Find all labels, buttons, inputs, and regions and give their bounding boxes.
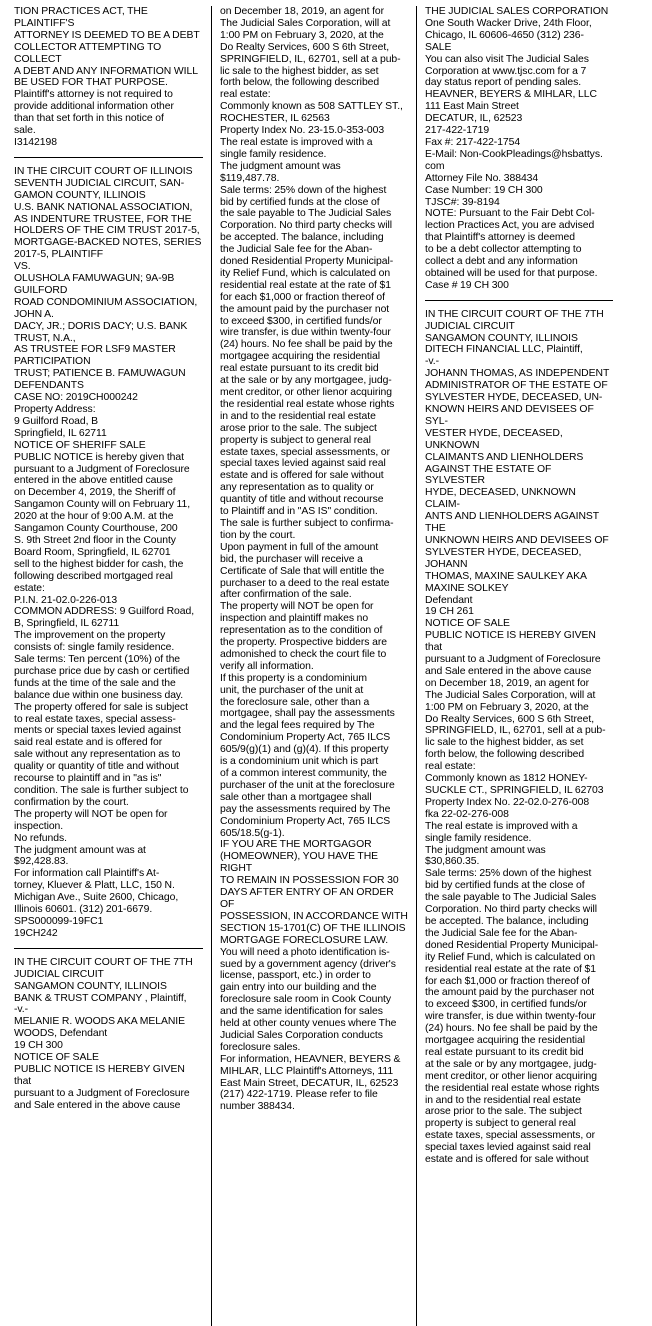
notice-line: Commonly known as 508 SATTLEY ST., [220,101,403,113]
notice-line: The judgment amount was [425,844,546,856]
notice-line: SEVENTH JUDICIAL CIRCUIT, SAN- [14,177,185,189]
notice-line: for each $1,000 or fraction thereof of [220,291,385,303]
notice-line: Chicago, IL 60606-4650 (312) 236- [425,29,584,41]
notice-line: HYDE, DECEASED, UNKNOWN CLAIM- [425,487,576,511]
notice-line: real estate pursuant to its credit bid [425,1046,584,1058]
notice-line: Corporation at www.tjsc.com for a 7 [425,65,587,77]
notice-line: than that set forth in this notice of [14,113,164,125]
notice-line: AS INDENTURE TRUSTEE, FOR THE [14,213,192,225]
notice-line: funds at the time of the sale and the [14,677,176,689]
notice-line: BE USED FOR THAT PURPOSE. [14,77,168,89]
notice-line: after confirmation of the sale. [220,589,352,601]
notice-line: TRUST, N.A., [14,332,76,344]
notice-line: PARTICIPATION [14,356,91,368]
notice-line: and Sale entered in the above cause [14,1099,181,1111]
notice-line: of a common interest community, the [220,768,387,779]
notice-line: sued by a government agency (driver's [220,958,396,970]
notice-line: NOTICE OF SALE [14,1052,99,1064]
notice-line: Fax #: 217-422-1754 [425,136,521,148]
notice-line: at the sale or by any mortgagee, judg- [220,375,392,387]
notice-line: be accepted. The balance, including [220,232,384,244]
notice-line: (217) 422-1719. Please refer to file [220,1089,378,1101]
notice-line: NOTICE OF SHERIFF SALE [14,439,146,451]
notice-line: TO REMAIN IN POSSESSION FOR 30 [220,875,399,887]
notice-line: The real estate is improved with a [425,820,578,832]
notice-line: in and to the residential real estate [425,1094,581,1106]
column-1 [6,6,211,1326]
notice-block [220,6,408,1113]
notice-line: license, passport, etc.) in order to [220,970,371,982]
notice-line: Corporation. No third party checks will [220,220,393,232]
notice-line: ADMINISTRATOR OF THE ESTATE OF [425,380,608,392]
notice-line: OLUSHOLA FAMUWAGUN; 9A-9B [14,273,175,285]
notice-line: DECATUR, IL, 62523 [425,113,523,125]
notice-line: doned Residential Property Municipal- [220,256,394,268]
notice-line: the sale payable to The Judicial Sales [425,892,597,904]
notice-line: IN THE CIRCUIT COURT OF ILLINOIS [14,165,193,177]
notice-line: the amount paid by the purchaser not [425,987,595,999]
notice-line: ity Relief Fund, which is calculated on [220,267,391,279]
section-divider [14,157,203,158]
notice-line: to exceed $300, in certified funds/or [425,999,587,1011]
notice-line: ment creditor, or other lienor acquiring [220,387,392,398]
notice-line: single family residence. [425,832,532,844]
notice-line: WOODS, Defendant [14,1028,108,1040]
notice-line: SYLVESTER HYDE, DECEASED, JOHANN [425,546,582,570]
notice-line: JOHN A. [14,308,54,320]
notice-line: held at other county venues where The [220,1018,397,1030]
notice-line: to exceed $300, in certified funds/or [220,315,382,327]
notice-line: bid, the purchaser will receive a [220,553,363,565]
notice-line: Plaintiff's attorney is not required to [14,89,173,101]
notice-line: 111 East Main Street [425,101,519,113]
notice-line: HEAVNER, BEYERS & MIHLAR, LLC [425,89,597,101]
notice-line: SECTION 15-1701(C) OF THE ILLINOIS [220,922,406,934]
notice-line: single family residence. [220,148,327,160]
notice-line: Do Realty Services, 600 S 6th Street, [425,713,595,725]
notice-line: sale. [14,125,36,137]
notice-line: The Judicial Sales Corporation, will at [220,17,391,29]
notice-line: forth below, the following described [220,77,380,89]
notice-line: the amount paid by the purchaser not [220,303,390,315]
notice-line: Condominium Property Act, 765 ILCS [220,815,391,827]
notice-line: any representation as to quality or [220,482,374,494]
notice-line: inspection and plaintiff makes no [220,613,369,625]
notice-line: and the legal fees required by The [220,720,375,732]
notice-line: be accepted. The balance, including [425,915,589,927]
notice-line: lic sale to the highest bidder, as set [425,737,584,749]
notice-line: Sangamon County Courthouse, 200 [14,523,178,535]
notice-line: quality or quantity of title and without [14,761,179,773]
notice-line: AGAINST THE ESTATE OF SYLVESTER [425,463,552,487]
notice-line: day status report of pending sales. [425,77,582,89]
notice-line: IN THE CIRCUIT COURT OF THE 7TH [425,308,604,320]
notice-line: Property Address: [14,404,96,415]
notice-line: residential real estate at the rate of $1 [425,963,596,975]
notice-line: The judgment amount was at [14,844,146,856]
column-3 [416,6,621,1326]
notice-line: pay the assessments required by The [220,803,391,815]
notice-line: Do Realty Services, 600 S 6th Street, [220,41,390,53]
notice-line: at the sale or by any mortgagee, judg- [425,1058,597,1070]
notice-line: If this property is a condominium [220,672,367,684]
notice-line: to Plaintiff and in "AS IS" condition. [220,506,378,518]
notice-line: PUBLIC NOTICE IS HEREBY GIVEN that [425,630,596,654]
notice-line: sale other than a mortgagee shall [220,791,372,803]
notice-line: The property offered for sale is subject [14,701,188,713]
notice-line: You can also visit The Judicial Sales [425,53,589,65]
notice-line: real estate: [220,89,271,101]
notice-line: Defendant [425,594,473,606]
notice-line: IN THE CIRCUIT COURT OF THE 7TH [14,956,193,968]
notice-line: THOMAS, MAXINE SAULKEY AKA [425,570,587,582]
notice-line: estate and is offered for sale without [220,470,384,482]
notice-line: Condominium Property Act, 765 ILCS [220,732,391,744]
notice-line: Judicial Sales Corporation conducts [220,1029,383,1041]
notice-line: provide additional information other [14,101,174,113]
notice-line: Sale terms: Ten percent (10%) of the [14,654,181,666]
notice-line: ment creditor, or other lienor acquiring [425,1070,597,1082]
notice-line: property is subject to general real [220,434,371,446]
notice-line: number 388434. [220,1101,295,1113]
notice-line: wire transfer, is due within twenty-four [220,327,391,339]
notice-line: For information call Plaintiff's At- [14,868,160,880]
notice-line: MIHLAR, LLC Plaintiff's Attorneys, 111 [220,1065,394,1077]
notice-line: pursuant to a Judgment of Foreclosure [14,463,190,475]
notice-line: (24) hours. No fee shall be paid by the [425,1023,598,1035]
notice-line: TJSC#: 39-8194 [425,196,500,208]
notice-line: estate and is offered for sale without [425,1154,589,1166]
notice-line: One South Wacker Drive, 24th Floor, [425,17,592,29]
notice-line: in and to the residential real estate [220,410,376,422]
notice-block [14,166,203,940]
notice-line: and the same identification for sales [220,1006,383,1018]
notice-line: ANTS AND LIENHOLDERS AGAINST THE [425,511,599,535]
notice-line: $92,428.83. [14,856,69,868]
notice-line: for each $1,000 or fraction thereof of [425,975,590,987]
notice-line: to be a debt collector attempting to [425,244,582,256]
notice-line: 217-422-1719 [425,125,490,137]
notice-line: Sangamon County will on February 11, [14,499,191,511]
notice-line: HOLDERS OF THE CIM TRUST 2017-5, [14,225,200,237]
notice-line: Certificate of Sale that will entitle the [220,565,385,577]
notice-line: representation as to the condition of [220,625,383,637]
notice-line: SANGAMON COUNTY, ILLINOIS [425,332,578,344]
notice-line: SPRINGFIELD, IL, 62701, sell at a pub- [220,53,401,65]
notice-line: and Sale entered in the above cause [425,665,592,677]
section-divider [14,948,203,949]
notice-line: quantity of title and without recourse [220,494,384,506]
notice-line: property is subject to general real [425,1118,576,1130]
notice-line: condition. The sale is further subject to [14,785,189,796]
notice-line: doned Residential Property Municipal- [425,939,599,951]
notice-line: P.I.N. 21-02.0-226-013 [14,594,118,606]
notice-line: special taxes levied against said real [425,1142,591,1154]
notice-line: East Main Street, DECATUR, IL, 62523 [220,1077,399,1089]
notice-line: VESTER HYDE, DECEASED, UNKNOWN [425,427,563,451]
notice-line: entered in the above entitled cause [14,475,174,487]
notice-line: POSSESSION, IN ACCORDANCE WITH [220,910,408,922]
notice-line: balance due within one business day. [14,689,184,701]
notice-line: MELANIE R. WOODS AKA MELANIE [14,1016,186,1028]
notice-line: U.S. BANK NATIONAL ASSOCIATION, [14,201,193,213]
notice-block [14,6,203,149]
notice-line: -v.- [14,1004,29,1016]
notice-line: unit, the purchaser of the unit at [220,684,364,696]
notice-line: 2020 at the hour of 9:00 A.M. at the [14,511,174,523]
notice-line: (HOMEOWNER), YOU HAVE THE RIGHT [220,851,379,875]
notice-line: Attorney File No. 388434 [425,172,539,184]
notice-line: (24) hours. No fee shall be paid by the [220,339,393,351]
notice-line: DAYS AFTER ENTRY OF AN ORDER OF [220,887,394,910]
notice-line: For information, HEAVNER, BEYERS & [220,1053,401,1065]
notice-line: 19 CH 300 [14,1040,63,1052]
notice-line: 19CH242 [14,927,58,939]
notice-block [425,6,613,292]
notice-line: COMMON ADDRESS: 9 Guilford Road, [14,606,195,618]
notice-line: mortgagee, shall pay the assessments [220,708,395,720]
notice-line: TRUST; PATIENCE B. FAMUWAGUN [14,368,186,380]
notice-line: SUCKLE CT., SPRINGFIELD, IL 62703 [425,785,604,796]
notice-line: sale without any representation as to [14,749,181,761]
notice-line: 1:00 PM on February 3, 2020, at the [220,29,384,41]
notice-line: DEFENDANTS [14,380,84,392]
notice-line: The property will NOT be open for [220,601,374,613]
notice-line: following described mortgaged real [14,570,173,582]
notice-line: sell to the highest bidder for cash, the [14,558,184,570]
notice-line: purchaser of the unit at the foreclosure [220,779,395,791]
notice-line: GAMON COUNTY, ILLINOIS [14,189,146,201]
notice-line: The improvement on the property [14,630,166,642]
notice-line: estate: [14,582,45,594]
notice-block [425,309,613,1166]
notice-line: foreclosure sale room in Cook County [220,994,392,1006]
notice-line: 2017-5, PLAINTIFF [14,249,104,261]
notice-line: ATTORNEY IS DEEMED TO BE A DEBT [14,29,200,41]
notice-line: AS TRUSTEE FOR LSF9 MASTER [14,344,176,356]
notice-line: CLAIMANTS AND LIENHOLDERS [425,451,584,463]
notice-line: THE JUDICIAL SALES CORPORATION [425,6,609,17]
notice-line: $30,860.35. [425,856,480,868]
notice-line: is a condominium unit which is part [220,756,379,768]
notice-line: The judgment amount was [220,160,341,172]
notice-line: JUDICIAL CIRCUIT [425,320,515,332]
notice-block [14,957,203,1112]
notice-line: Commonly known as 1812 HONEY- [425,773,588,785]
notice-line: You will need a photo identification is- [220,946,390,958]
notice-line: The property will NOT be open for [14,808,168,820]
column-2 [211,6,416,1326]
notice-line: bid by certified funds at the close of [425,880,585,892]
notice-line: Case # 19 CH 300 [425,279,509,291]
notice-line: Property Index No. 23-15.0-353-003 [220,125,385,137]
notice-line: that Plaintiff's attorney is deemed [425,232,575,244]
notice-line: inspection. [14,820,64,832]
notice-line: GUILFORD [14,284,68,296]
notice-line: estate taxes, special assessments, or [425,1130,596,1142]
notice-line: Sale terms: 25% down of the highest [425,868,592,880]
notice-line: Property Index No. 22-02.0-276-008 [425,796,590,808]
notice-line: JOHANN THOMAS, AS INDEPENDENT [425,368,610,380]
notice-line: Board Room, Springfield, IL 62701 [14,546,171,558]
notice-line: 9 Guilford Road, B [14,415,98,427]
notice-line: COLLECTOR ATTEMPTING TO COLLECT [14,41,162,65]
notice-line: DACY, JR.; DORIS DACY; U.S. BANK [14,320,188,332]
notice-line: NOTE: Pursuant to the Fair Debt Col- [425,208,595,220]
notice-line: $119,487.78. [220,172,280,184]
notice-line: lic sale to the highest bidder, as set [220,65,379,77]
notice-line: KNOWN HEIRS AND DEVISEES OF SYL- [425,404,594,427]
notice-line: Illinois 60601. (312) 201-6679. [14,904,153,916]
notice-line: the Judicial Sale fee for the Aban- [425,927,578,939]
notice-line: B, Springfield, IL 62711 [14,618,120,630]
notice-line: The Judicial Sales Corporation, will at [425,689,596,701]
notice-line: BANK & TRUST COMPANY , Plaintiff, [14,992,187,1004]
notice-line: gain entry into our building and the [220,982,377,994]
notice-line: IF YOU ARE THE MORTGAGOR [220,839,372,851]
notice-line: MAXINE SOLKEY [425,582,509,594]
notice-line: SYLVESTER HYDE, DECEASED, UN- [425,392,603,404]
notice-line: ity Relief Fund, which is calculated on [425,951,596,963]
notice-line: JUDICIAL CIRCUIT [14,968,104,980]
notice-line: S. 9th Street 2nd floor in the County [14,534,176,546]
notice-line: to real estate taxes, special assess- [14,713,176,725]
notice-line: 19 CH 261 [425,606,474,618]
notice-line: PUBLIC NOTICE IS HEREBY GIVEN that [14,1063,185,1087]
notice-line: lection Practices Act, you are advised [425,220,595,232]
notice-line: SANGAMON COUNTY, ILLINOIS [14,980,167,992]
notice-line: admonished to check the court file to [220,648,387,660]
notice-line: Michigan Ave., Suite 2600, Chicago, [14,892,179,904]
notice-line: The real estate is improved with a [220,136,373,148]
notice-line: TION PRACTICES ACT, THE PLAINTIFF'S [14,6,148,29]
notice-line: foreclosure sales. [220,1041,301,1053]
notice-line: com [425,160,445,172]
notice-line: The sale is further subject to confirma- [220,517,394,529]
notice-line: ments or special taxes levied against [14,725,181,737]
notice-line: the Judicial Sale fee for the Aban- [220,244,373,256]
notice-line: recourse to plaintiff and in "as is" [14,773,162,785]
notice-line: Upon payment in full of the amount [220,541,379,553]
notice-line: I3142198 [14,136,57,148]
notice-line: residential real estate at the rate of $1 [220,279,391,291]
notice-line: 605/18.5(g-1). [220,827,285,839]
notice-line: confirmation by the court. [14,796,129,808]
notice-line: NOTICE OF SALE [425,618,510,630]
notice-line: on December 4, 2019, the Sheriff of [14,487,176,499]
notice-line: torney, Kluever & Platt, LLC, 150 N. [14,880,175,892]
notice-line: estate taxes, special assessments, or [220,446,391,458]
notice-line: the property. Prospective bidders are [220,637,387,649]
notice-line: SPS000099-19FC1 [14,915,104,927]
notice-line: the foreclosure sale, other than a [220,696,370,708]
notice-line: arose prior to the sale. The subject [425,1106,582,1118]
notice-line: SALE [425,41,452,53]
notice-line: arose prior to the sale. The subject [220,422,377,434]
notice-line: A DEBT AND ANY INFORMATION WILL [14,65,198,77]
notice-line: ROCHESTER, IL 62563 [220,113,330,125]
notice-line: pursuant to a Judgment of Foreclosure [425,654,601,666]
notice-line: PUBLIC NOTICE is hereby given that [14,451,184,463]
notice-line: tion by the court. [220,529,296,541]
notice-line: on December 18, 2019, an agent for [220,6,385,17]
notice-line: Sale terms: 25% down of the highest [220,184,387,196]
notice-line: special taxes levied against said real [220,458,386,470]
notice-line: DITECH FINANCIAL LLC, Plaintiff, [425,344,583,356]
notice-line: real estate pursuant to its credit bid [220,363,379,375]
notice-line: Case Number: 19 CH 300 [425,184,543,196]
notice-line: MORTGAGE FORECLOSURE LAW. [220,934,389,946]
notice-line: No refunds. [14,832,67,844]
notice-line: CASE NO: 2019CH000242 [14,392,138,404]
notice-line: E-Mail: Non-CookPleadings@hsbattys. [425,148,603,160]
notice-line: mortgagee acquiring the residential [220,351,380,363]
notice-line: 605/9(g)(1) and (g)(4). If this property [220,744,389,756]
notice-line: mortgagee acquiring the residential [425,1035,585,1047]
notice-line: purchase price due by cash or certified [14,665,190,677]
notice-line: 1:00 PM on February 3, 2020, at the [425,701,589,713]
notice-line: SPRINGFIELD, IL, 62701, sell at a pub- [425,725,606,737]
notice-line: Corporation. No third party checks will [425,904,598,916]
notice-line: forth below, the following described [425,749,585,761]
notice-line: Springfield, IL 62711 [14,427,107,439]
section-divider [425,300,613,301]
notice-line: bid by certified funds at the close of [220,196,380,208]
notice-line: purchaser to a deed to the real estate [220,577,390,589]
notice-line: obtained will be used for that purpose. [425,267,598,279]
notice-line: collect a debt and any information [425,256,578,268]
notice-line: VS. [14,261,31,273]
notice-line: real estate: [425,761,476,773]
notice-line: fka 22-02-276-008 [425,808,509,820]
notice-line: -v.- [425,356,440,368]
notice-line: the sale payable to The Judicial Sales [220,208,392,220]
notice-line: the residential real estate whose rights [425,1082,600,1094]
notice-line: wire transfer, is due within twenty-four [425,1011,596,1023]
notice-line: verify all information. [220,660,314,672]
notice-line: the residential real estate whose rights [220,398,395,410]
notice-line: ROAD CONDOMINIUM ASSOCIATION, [14,296,198,308]
notice-line: pursuant to a Judgment of Foreclosure [14,1087,190,1099]
notice-line: said real estate and is offered for [14,737,163,749]
notice-line: MORTGAGE-BACKED NOTES, SERIES [14,237,202,249]
notice-line: on December 18, 2019, an agent for [425,677,590,689]
notice-line: consists of: single family residence. [14,642,175,654]
notice-line: UNKNOWN HEIRS AND DEVISEES OF [425,534,609,546]
